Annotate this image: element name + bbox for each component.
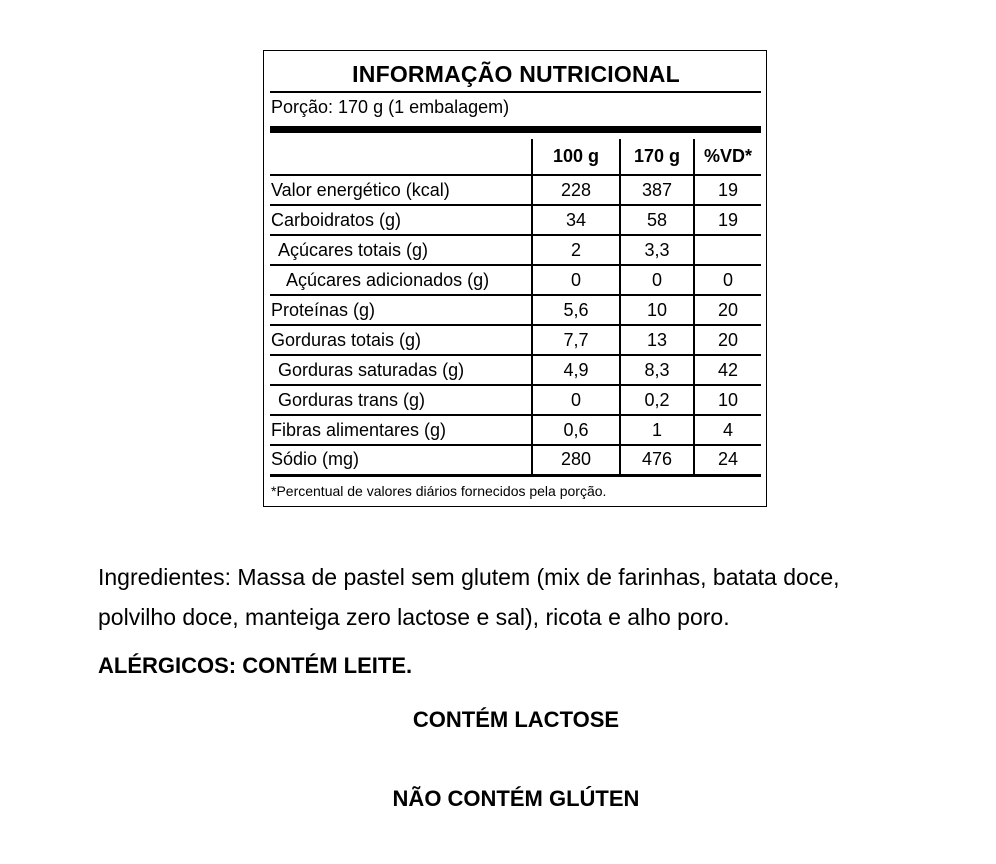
value-vd: 0 — [694, 265, 761, 295]
nutrition-table — [270, 139, 761, 477]
value-100g: 228 — [532, 175, 620, 205]
value-100g: 0 — [532, 385, 620, 415]
nutrient-name: Gorduras totais (g) — [270, 325, 532, 355]
portion-size: Porção: 170 g (1 embalagem) — [271, 97, 510, 117]
footnote: *Percentual de valores diários fornecidos pela porção. — [271, 483, 607, 499]
value-170g: 1 — [620, 415, 694, 445]
value-100g: 280 — [532, 445, 620, 475]
title-divider — [270, 91, 761, 93]
value-100g: 4,9 — [532, 355, 620, 385]
table-row — [270, 415, 761, 445]
label-title: INFORMAÇÃO NUTRICIONAL — [352, 61, 680, 87]
value-100g: 34 — [532, 205, 620, 235]
table-header-row — [270, 139, 761, 175]
nutrient-name: Gorduras trans (g) — [270, 385, 532, 415]
column-header-100g: 100 g — [532, 139, 620, 175]
value-170g: 0 — [620, 265, 694, 295]
value-100g: 7,7 — [532, 325, 620, 355]
value-vd: 20 — [694, 325, 761, 355]
nutrient-name: Gorduras saturadas (g) — [270, 355, 532, 385]
nutrient-name: Açúcares adicionados (g) — [270, 265, 532, 295]
table-row — [270, 295, 761, 325]
allergens-text: ALÉRGICOS: CONTÉM LEITE. — [98, 653, 413, 678]
value-170g: 3,3 — [620, 235, 694, 265]
column-header-vd: %VD* — [694, 139, 761, 175]
value-170g: 10 — [620, 295, 694, 325]
value-vd — [694, 235, 761, 265]
table-row — [270, 235, 761, 265]
nutrient-name: Fibras alimentares (g) — [270, 415, 532, 445]
value-100g: 0 — [532, 265, 620, 295]
nutrient-name: Carboidratos (g) — [270, 205, 532, 235]
value-vd: 19 — [694, 205, 761, 235]
ingredients-text: Ingredientes: Massa de pastel sem glutem (mix de farinhas, batata doce, polvilho doce, manteiga zero lactose e sal), ricota e alho poro. — [98, 564, 840, 630]
value-170g: 8,3 — [620, 355, 694, 385]
value-vd: 10 — [694, 385, 761, 415]
lactose-notice: CONTÉM LACTOSE — [412, 707, 620, 732]
table-row — [270, 175, 761, 205]
column-header-170g: 170 g — [620, 139, 694, 175]
value-vd: 20 — [694, 295, 761, 325]
column-header-nutrient — [270, 139, 532, 175]
value-100g: 2 — [532, 235, 620, 265]
value-170g: 476 — [620, 445, 694, 475]
table-row — [270, 325, 761, 355]
value-vd: 42 — [694, 355, 761, 385]
value-vd: 4 — [694, 415, 761, 445]
value-170g: 58 — [620, 205, 694, 235]
value-100g: 5,6 — [532, 295, 620, 325]
value-170g: 13 — [620, 325, 694, 355]
table-row — [270, 205, 761, 235]
nutrition-facts-label — [263, 50, 767, 507]
table-row — [270, 265, 761, 295]
nutrient-name: Açúcares totais (g) — [270, 235, 532, 265]
table-row — [270, 355, 761, 385]
gluten-notice: NÃO CONTÉM GLÚTEN — [392, 786, 640, 811]
table-row — [270, 445, 761, 475]
value-170g: 0,2 — [620, 385, 694, 415]
value-100g: 0,6 — [532, 415, 620, 445]
nutrient-name: Proteínas (g) — [270, 295, 532, 325]
table-row — [270, 385, 761, 415]
value-vd: 19 — [694, 175, 761, 205]
value-170g: 387 — [620, 175, 694, 205]
value-vd: 24 — [694, 445, 761, 475]
portion-divider — [270, 126, 761, 133]
nutrient-name: Sódio (mg) — [270, 445, 532, 475]
nutrient-name: Valor energético (kcal) — [270, 175, 532, 205]
